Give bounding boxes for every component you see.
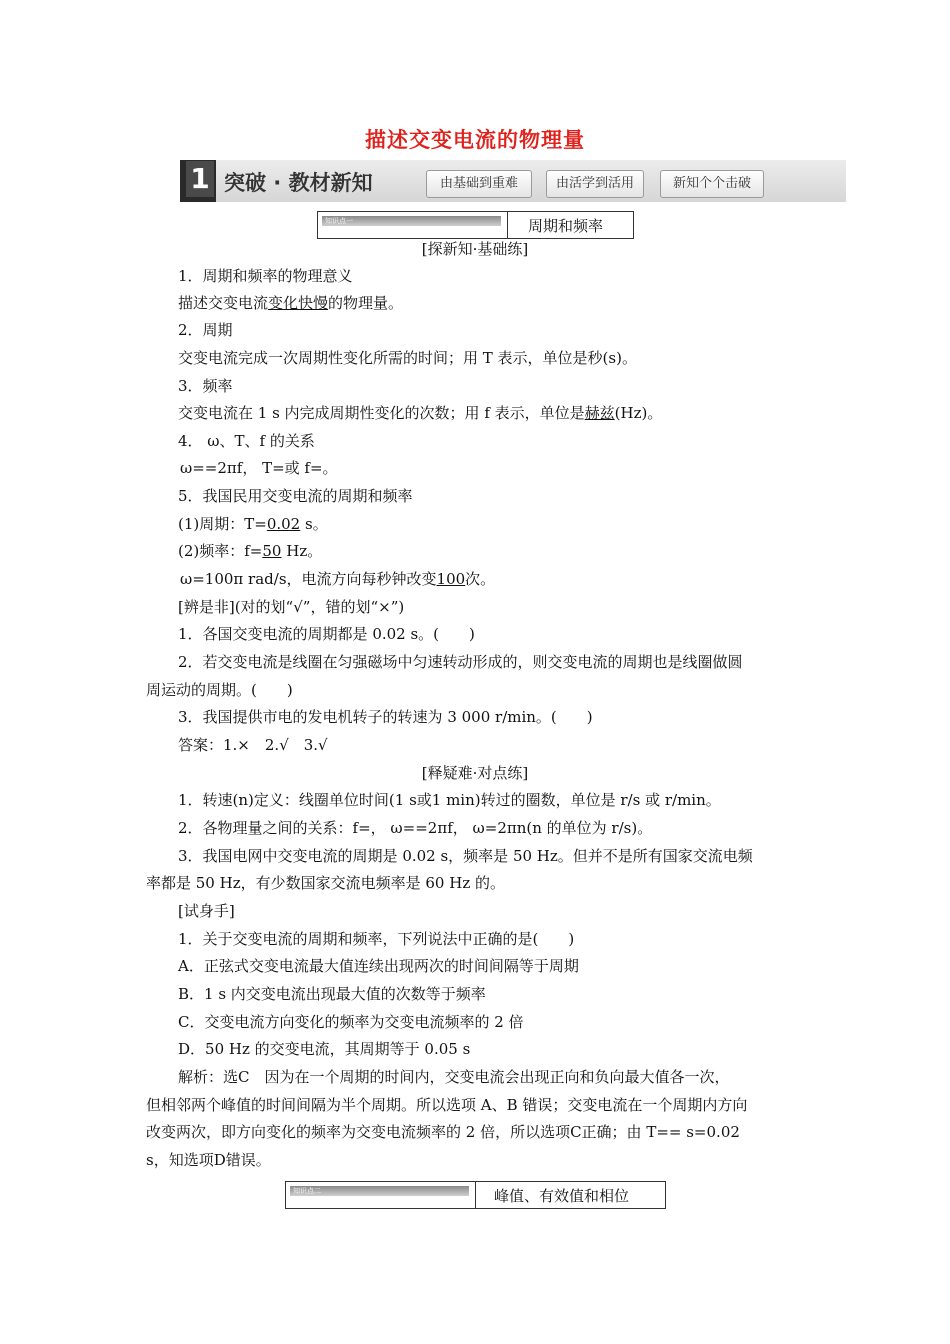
paragraph: 描述交变电流变化快慢的物理量。 [178,294,404,312]
option-c: C．交变电流方向变化的频率为交变电流频率的 2 倍 [178,1013,524,1031]
option-a: A．正弦式交变电流最大值连续出现两次的时间间隔等于周期 [178,957,579,975]
formula: ω==2πf， T=或 f=。 [180,459,338,477]
subheading-explore: [探新知·基础练] [421,240,529,258]
knowledge-point-label: 知识点一 [322,216,501,226]
explanation: 解析：选C 因为在一个周期的时间内，交变电流会出现正向和负向最大值各一次， [178,1068,730,1086]
question: 3．我国提供市电的发电机转子的转速为 3 000 r/min。( ) [178,708,593,726]
paragraph: 5．我国民用交变电流的周期和频率 [178,487,413,505]
answer-blank: 50 [262,542,282,560]
paragraph: 3．我国电网中交变电流的周期是 0.02 s，频率是 50 Hz。但并不是所有国家交流电频 [178,847,753,865]
paragraph: 交变电流完成一次周期性变化所需的时间；用 T 表示，单位是秒(s)。 [178,349,637,367]
answer-blank: 赫兹 [584,404,615,422]
paragraph: 3．频率 [178,377,233,395]
knowledge-point-title: 周期和频率 [528,217,604,235]
subheading-explain: [释疑难·对点练] [421,764,529,782]
basic-to-hard-button[interactable]: 由基础到重难 [426,170,532,198]
explanation-continued: 改变两次，即方向变化的频率为交变电流频率的 2 倍，所以选项C正确；由 T== s=0.02 [146,1123,740,1141]
paragraph: ω=100π rad/s，电流方向每秒钟改变100次。 [180,570,496,588]
section-banner [180,160,846,202]
knowledge-breakthrough-button[interactable]: 新知个个击破 [660,170,764,198]
knowledge-point-2 [285,1181,666,1209]
answer-blank: 100 [436,570,466,588]
paragraph: (1)周期：T=0.02 s。 [178,515,328,533]
explanation-continued: 但相邻两个峰值的时间间隔为半个周期。所以选项 A、B 错误；交变电流在一个周期内方向 [146,1096,748,1114]
paragraph: 2．周期 [178,321,233,339]
explanation-continued: s，知选项D错误。 [146,1151,271,1169]
paragraph: 4． ω、T、f 的关系 [178,432,315,450]
paragraph: (2)频率：f=50 Hz。 [178,542,323,560]
answer-blank: 变化快慢 [268,294,329,312]
answer-blank: 0.02 [266,515,301,533]
answer: 答案：1.× 2.√ 3.√ [178,736,328,754]
paragraph: 1．周期和频率的物理意义 [178,267,353,285]
knowledge-point-title: 峰值、有效值和相位 [494,1187,630,1205]
subheading-true-false: [辨是非](对的划“√”，错的划“×”) [178,598,405,616]
section-number-badge [180,160,216,202]
divider [475,1182,476,1208]
question-continued: 周运动的周期。( ) [146,681,293,699]
learn-to-apply-button[interactable]: 由活学到活用 [546,170,644,198]
knowledge-point-1 [317,211,634,239]
option-b: B．1 s 内交变电流出现最大值的次数等于频率 [178,985,486,1003]
question: 1．各国交变电流的周期都是 0.02 s。( ) [178,625,475,643]
paragraph: 2．各物理量之间的关系：f=， ω==2πf， ω=2πn(n 的单位为 r/s)。 [178,819,653,837]
section-heading: 突破 · 教材新知 [224,171,373,195]
page-title: 描述交变电流的物理量 [365,127,585,152]
knowledge-point-label: 知识点二 [290,1186,469,1196]
divider [507,212,508,238]
question: 2．若交变电流是线圈在匀强磁场中匀速转动形成的，则交变电流的周期也是线圈做圆 [178,653,743,671]
option-d: D．50 Hz 的交变电流，其周期等于 0.05 s [178,1040,471,1058]
paragraph-continued: 率都是 50 Hz，有少数国家交流电频率是 60 Hz 的。 [146,874,505,892]
question: 1．关于交变电流的周期和频率，下列说法中正确的是( ) [178,930,575,948]
subheading-try: [试身手] [178,902,235,920]
paragraph: 1．转速(n)定义：线圈单位时间(1 s或1 min)转过的圈数，单位是 r/s 或 r/min。 [178,791,721,809]
paragraph: 交变电流在 1 s 内完成周期性变化的次数；用 f 表示，单位是赫兹(Hz)。 [178,404,663,422]
section-number: 1 [186,161,214,197]
